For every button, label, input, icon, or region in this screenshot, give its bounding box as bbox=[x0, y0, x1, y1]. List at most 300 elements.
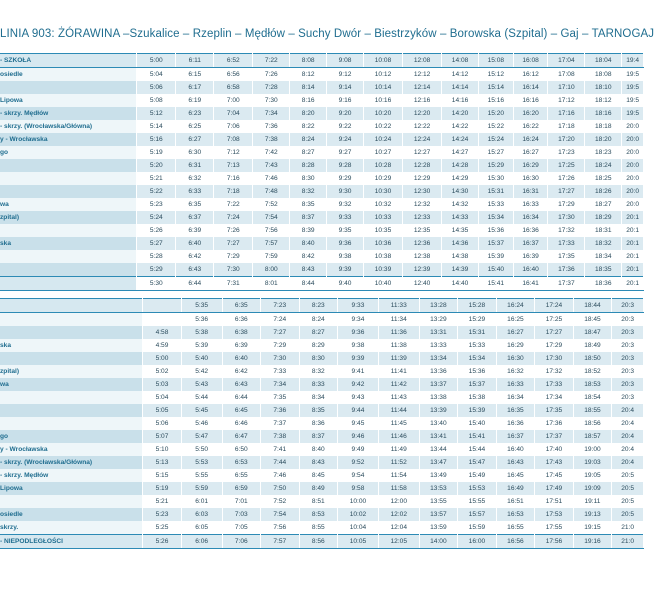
departure-time: 19:5 bbox=[622, 94, 644, 107]
departure-time: 8:08 bbox=[290, 54, 327, 68]
departure-time: 15:22 bbox=[479, 120, 514, 133]
departure-time: 8:55 bbox=[299, 521, 338, 535]
departure-time: 7:22 bbox=[253, 54, 290, 68]
stop-name: y - Wrocławska bbox=[0, 443, 143, 456]
departure-time: 8:43 bbox=[299, 456, 338, 469]
departure-time: 10:02 bbox=[338, 508, 379, 521]
departure-time: 11:39 bbox=[378, 352, 419, 365]
departure-time: 14:32 bbox=[442, 198, 479, 211]
departure-time: 7:26 bbox=[214, 224, 253, 237]
departure-time: 14:39 bbox=[442, 263, 479, 277]
departure-time: 19:15 bbox=[573, 521, 612, 535]
departure-time: 20:3 bbox=[612, 299, 644, 313]
departure-time: 8:36 bbox=[299, 417, 338, 430]
departure-time: 15:34 bbox=[479, 211, 514, 224]
departure-time: 6:40 bbox=[176, 237, 214, 250]
departure-time: 10:39 bbox=[363, 263, 402, 277]
departure-time: 6:17 bbox=[176, 81, 214, 94]
departure-time: 11:33 bbox=[378, 299, 419, 313]
departure-time: 7:27 bbox=[214, 237, 253, 250]
timetable-row bbox=[0, 313, 644, 327]
departure-time: 15:31 bbox=[458, 326, 497, 339]
departure-time: 9:49 bbox=[338, 443, 379, 456]
departure-time: 5:21 bbox=[137, 172, 176, 185]
timetable-row bbox=[0, 378, 644, 391]
departure-time: 8:24 bbox=[290, 133, 327, 146]
departure-time: 7:30 bbox=[253, 94, 290, 107]
departure-time: 7:30 bbox=[261, 352, 300, 365]
stop-name bbox=[0, 263, 137, 277]
timetable-row bbox=[0, 508, 644, 521]
departure-time: 13:49 bbox=[419, 469, 458, 482]
departure-time: 7:35 bbox=[261, 391, 300, 404]
departure-time: 18:24 bbox=[585, 159, 622, 172]
departure-time: 18:47 bbox=[573, 326, 612, 339]
timetable-row bbox=[0, 299, 644, 313]
departure-time: 18:56 bbox=[573, 417, 612, 430]
departure-time: 9:46 bbox=[338, 430, 379, 443]
departure-time: 15:38 bbox=[458, 391, 497, 404]
timetable-row bbox=[0, 224, 644, 237]
departure-time: 12:16 bbox=[403, 94, 442, 107]
departure-time: 9:27 bbox=[327, 146, 364, 159]
departure-time: 9:43 bbox=[338, 391, 379, 404]
timetable-row bbox=[0, 159, 644, 172]
departure-time bbox=[143, 299, 182, 313]
departure-time: 17:37 bbox=[535, 430, 574, 443]
departure-time: 8:56 bbox=[299, 535, 338, 549]
departure-time: 6:43 bbox=[176, 263, 214, 277]
timetable-row bbox=[0, 339, 644, 352]
departure-time: 14:30 bbox=[442, 185, 479, 198]
departure-time: 13:55 bbox=[419, 495, 458, 508]
departure-time: 12:35 bbox=[403, 224, 442, 237]
departure-time: 9:36 bbox=[338, 326, 379, 339]
departure-time: 17:51 bbox=[535, 495, 574, 508]
departure-time: 7:54 bbox=[261, 508, 300, 521]
departure-time: 20:5 bbox=[612, 495, 644, 508]
departure-time: 7:24 bbox=[214, 211, 253, 224]
departure-time: 12:27 bbox=[403, 146, 442, 159]
departure-time: 9:36 bbox=[327, 237, 364, 250]
departure-time: 20:3 bbox=[612, 339, 644, 352]
departure-time: 6:30 bbox=[176, 146, 214, 159]
departure-time: 7:52 bbox=[261, 495, 300, 508]
departure-time: 16:08 bbox=[513, 54, 548, 68]
departure-time: 7:28 bbox=[253, 81, 290, 94]
departure-time: 5:10 bbox=[143, 443, 182, 456]
departure-time: 5:55 bbox=[181, 469, 222, 482]
departure-time: 13:47 bbox=[419, 456, 458, 469]
departure-time: 9:38 bbox=[338, 339, 379, 352]
departure-time: 17:30 bbox=[548, 211, 585, 224]
timetable-row bbox=[0, 352, 644, 365]
departure-time: 18:57 bbox=[573, 430, 612, 443]
departure-time: 13:57 bbox=[419, 508, 458, 521]
departure-time: 7:59 bbox=[253, 250, 290, 263]
departure-time: 8:30 bbox=[299, 352, 338, 365]
departure-time: 5:16 bbox=[137, 133, 176, 146]
departure-time: 7:33 bbox=[261, 365, 300, 378]
departure-time: 6:11 bbox=[176, 54, 214, 68]
departure-time: 17:27 bbox=[535, 326, 574, 339]
departure-time: 5:40 bbox=[181, 352, 222, 365]
stop-name bbox=[0, 250, 137, 263]
departure-time: 18:27 bbox=[585, 198, 622, 211]
departure-time: 8:53 bbox=[299, 508, 338, 521]
departure-time: 18:55 bbox=[573, 404, 612, 417]
departure-time: 18:53 bbox=[573, 378, 612, 391]
departure-time: 17:30 bbox=[535, 352, 574, 365]
timetable-row bbox=[0, 94, 644, 107]
departure-time: 20:3 bbox=[612, 378, 644, 391]
departure-time: 8:30 bbox=[290, 172, 327, 185]
departure-time: 16:34 bbox=[496, 391, 535, 404]
departure-time: 6:32 bbox=[176, 172, 214, 185]
departure-time: 8:40 bbox=[299, 443, 338, 456]
departure-time: 17:25 bbox=[548, 159, 585, 172]
departure-time: 18:31 bbox=[585, 224, 622, 237]
departure-time: 19:5 bbox=[622, 81, 644, 94]
departure-time: 14:28 bbox=[442, 159, 479, 172]
departure-time: 9:33 bbox=[327, 211, 364, 224]
departure-time: 18:26 bbox=[585, 185, 622, 198]
departure-time: 13:44 bbox=[419, 443, 458, 456]
departure-time: 20:5 bbox=[612, 508, 644, 521]
departure-time: 20:1 bbox=[622, 277, 644, 291]
departure-time: 5:19 bbox=[137, 146, 176, 159]
departure-time: 17:36 bbox=[548, 263, 585, 277]
timetable-row bbox=[0, 81, 644, 94]
departure-time: 20:3 bbox=[612, 326, 644, 339]
departure-time: 9:14 bbox=[327, 81, 364, 94]
departure-time bbox=[143, 313, 182, 327]
timetable-row bbox=[0, 185, 644, 198]
stop-name bbox=[0, 404, 143, 417]
departure-time: 14:24 bbox=[442, 133, 479, 146]
departure-time: 6:43 bbox=[222, 378, 261, 391]
departure-time: 7:13 bbox=[214, 159, 253, 172]
departure-time: 7:48 bbox=[253, 185, 290, 198]
departure-time: 14:36 bbox=[442, 237, 479, 250]
departure-time: 17:32 bbox=[535, 365, 574, 378]
departure-time: 5:50 bbox=[181, 443, 222, 456]
departure-time: 18:25 bbox=[585, 172, 622, 185]
departure-time: 7:43 bbox=[253, 159, 290, 172]
stop-name: ska bbox=[0, 237, 137, 250]
departure-time: 17:49 bbox=[535, 482, 574, 495]
departure-time: 5:13 bbox=[143, 456, 182, 469]
departure-time: 10:40 bbox=[363, 277, 402, 291]
departure-time: 7:46 bbox=[261, 469, 300, 482]
departure-time: 11:43 bbox=[378, 391, 419, 404]
departure-time: 17:16 bbox=[548, 107, 585, 120]
timetable-row bbox=[0, 482, 644, 495]
stop-name bbox=[0, 391, 143, 404]
stop-name: osiedle bbox=[0, 68, 137, 82]
departure-time: 15:41 bbox=[458, 430, 497, 443]
departure-time: 17:33 bbox=[548, 237, 585, 250]
departure-time: 7:24 bbox=[261, 313, 300, 327]
departure-time: 9:24 bbox=[327, 133, 364, 146]
departure-time: 15:33 bbox=[479, 198, 514, 211]
departure-time: 8:32 bbox=[299, 365, 338, 378]
departure-time: 7:18 bbox=[214, 185, 253, 198]
departure-time: 7:34 bbox=[253, 107, 290, 120]
stop-name bbox=[0, 224, 137, 237]
departure-time: 10:04 bbox=[338, 521, 379, 535]
departure-time: 9:28 bbox=[327, 159, 364, 172]
departure-time: 6:01 bbox=[181, 495, 222, 508]
departure-time: 7:04 bbox=[214, 107, 253, 120]
stop-name bbox=[0, 185, 137, 198]
departure-time: 12:24 bbox=[403, 133, 442, 146]
departure-time: 16:40 bbox=[513, 263, 548, 277]
departure-time: 6:42 bbox=[176, 250, 214, 263]
departure-time: 5:14 bbox=[137, 120, 176, 133]
departure-time: 19:5 bbox=[622, 107, 644, 120]
departure-time: 15:55 bbox=[458, 495, 497, 508]
departure-time: 7:03 bbox=[222, 508, 261, 521]
timetable-row bbox=[0, 250, 644, 263]
departure-time: 14:33 bbox=[442, 211, 479, 224]
stop-name: go bbox=[0, 430, 143, 443]
departure-time: 4:59 bbox=[143, 339, 182, 352]
departure-time: 7:06 bbox=[222, 535, 261, 549]
departure-time: 18:10 bbox=[585, 81, 622, 94]
departure-time: 15:53 bbox=[458, 482, 497, 495]
departure-time: 8:34 bbox=[299, 391, 338, 404]
departure-time: 8:27 bbox=[290, 146, 327, 159]
departure-time: 14:38 bbox=[442, 250, 479, 263]
departure-time: 6:19 bbox=[176, 94, 214, 107]
departure-time: 15:47 bbox=[458, 456, 497, 469]
departure-time: 17:29 bbox=[548, 198, 585, 211]
departure-time: 16:37 bbox=[513, 237, 548, 250]
departure-time: 16:00 bbox=[458, 535, 497, 549]
departure-time: 6:33 bbox=[176, 185, 214, 198]
departure-time: 10:00 bbox=[338, 495, 379, 508]
departure-time: 16:12 bbox=[513, 68, 548, 82]
departure-time: 9:40 bbox=[327, 277, 364, 291]
departure-time: 20:1 bbox=[622, 263, 644, 277]
departure-time: 17:37 bbox=[548, 277, 585, 291]
departure-time: 18:20 bbox=[585, 133, 622, 146]
stop-name: zpital) bbox=[0, 365, 143, 378]
stop-name bbox=[0, 299, 143, 313]
departure-time: 5:47 bbox=[181, 430, 222, 443]
departure-time: 7:29 bbox=[214, 250, 253, 263]
departure-time: 15:39 bbox=[479, 250, 514, 263]
timetable-row bbox=[0, 146, 644, 159]
departure-time: 5:12 bbox=[137, 107, 176, 120]
departure-time: 8:51 bbox=[299, 495, 338, 508]
departure-time: 7:22 bbox=[214, 198, 253, 211]
departure-time: 20:3 bbox=[612, 365, 644, 378]
departure-time: 7:05 bbox=[222, 521, 261, 535]
departure-time: 9:58 bbox=[338, 482, 379, 495]
departure-time: 7:23 bbox=[261, 299, 300, 313]
departure-time: 18:44 bbox=[573, 299, 612, 313]
departure-time: 18:35 bbox=[585, 263, 622, 277]
departure-time: 9:32 bbox=[327, 198, 364, 211]
departure-time: 20:4 bbox=[612, 417, 644, 430]
departure-time: 8:45 bbox=[299, 469, 338, 482]
timetable-row bbox=[0, 521, 644, 535]
departure-time: 13:28 bbox=[419, 299, 458, 313]
departure-time: 16:30 bbox=[513, 172, 548, 185]
departure-time: 5:22 bbox=[137, 185, 176, 198]
departure-time: 13:31 bbox=[419, 326, 458, 339]
departure-time: 7:56 bbox=[261, 521, 300, 535]
timetable-row bbox=[0, 120, 644, 133]
departure-time: 10:30 bbox=[363, 185, 402, 198]
departure-time: 14:22 bbox=[442, 120, 479, 133]
departure-time: 5:06 bbox=[137, 81, 176, 94]
departure-time: 20:3 bbox=[612, 391, 644, 404]
departure-time: 15:31 bbox=[479, 185, 514, 198]
departure-time: 18:04 bbox=[585, 54, 622, 68]
departure-time: 6:52 bbox=[214, 54, 253, 68]
departure-time: 15:36 bbox=[479, 224, 514, 237]
departure-time: 5:43 bbox=[181, 378, 222, 391]
departure-time: 17:04 bbox=[548, 54, 585, 68]
departure-time: 5:04 bbox=[137, 68, 176, 82]
departure-time: 8:29 bbox=[299, 339, 338, 352]
departure-time: 7:30 bbox=[214, 263, 253, 277]
departure-time: 17:40 bbox=[535, 443, 574, 456]
departure-time: 16:43 bbox=[496, 456, 535, 469]
departure-time: 16:24 bbox=[496, 299, 535, 313]
departure-time: 10:36 bbox=[363, 237, 402, 250]
departure-time: 9:54 bbox=[338, 469, 379, 482]
departure-time: 16:34 bbox=[513, 211, 548, 224]
departure-time: 15:44 bbox=[458, 443, 497, 456]
departure-time: 5:00 bbox=[137, 54, 176, 68]
departure-time: 20:5 bbox=[612, 469, 644, 482]
departure-time: 16:36 bbox=[496, 417, 535, 430]
departure-time: 7:00 bbox=[214, 94, 253, 107]
departure-time: 20:3 bbox=[612, 352, 644, 365]
departure-time: 16:39 bbox=[513, 250, 548, 263]
timetable-row bbox=[0, 456, 644, 469]
departure-time: 9:08 bbox=[327, 54, 364, 68]
departure-time: 7:46 bbox=[253, 172, 290, 185]
timetable-outbound bbox=[0, 53, 644, 291]
departure-time: 8:39 bbox=[290, 224, 327, 237]
timetable-row bbox=[0, 326, 644, 339]
departure-time: 16:35 bbox=[496, 404, 535, 417]
departure-time: 6:25 bbox=[176, 120, 214, 133]
departure-time: 13:33 bbox=[419, 339, 458, 352]
departure-time: 5:23 bbox=[137, 198, 176, 211]
departure-time: 8:40 bbox=[290, 237, 327, 250]
departure-time: 6:44 bbox=[176, 277, 214, 291]
timetable-row bbox=[0, 430, 644, 443]
departure-time: 13:38 bbox=[419, 391, 458, 404]
departure-time: 12:04 bbox=[378, 521, 419, 535]
departure-time: 12:33 bbox=[403, 211, 442, 224]
departure-time: 5:24 bbox=[137, 211, 176, 224]
departure-time: 8:00 bbox=[253, 263, 290, 277]
departure-time: 20:1 bbox=[622, 224, 644, 237]
departure-time: 9:30 bbox=[327, 185, 364, 198]
departure-time: 10:20 bbox=[363, 107, 402, 120]
departure-time: 9:39 bbox=[338, 352, 379, 365]
departure-time: 15:41 bbox=[479, 277, 514, 291]
departure-time: 11:58 bbox=[378, 482, 419, 495]
departure-time: 16:20 bbox=[513, 107, 548, 120]
departure-time: 15:57 bbox=[458, 508, 497, 521]
departure-time: 8:12 bbox=[290, 68, 327, 82]
departure-time: 20:0 bbox=[622, 146, 644, 159]
departure-time: 10:08 bbox=[363, 54, 402, 68]
timetable-row bbox=[0, 495, 644, 508]
stop-name bbox=[0, 352, 143, 365]
departure-time: 10:29 bbox=[363, 172, 402, 185]
departure-time: 4:58 bbox=[143, 326, 182, 339]
departure-time: 7:16 bbox=[214, 172, 253, 185]
departure-time: 6:38 bbox=[222, 326, 261, 339]
departure-time: 5:26 bbox=[143, 535, 182, 549]
stop-name: go bbox=[0, 146, 137, 159]
departure-time: 8:20 bbox=[290, 107, 327, 120]
departure-time: 7:44 bbox=[261, 456, 300, 469]
departure-time: 7:37 bbox=[261, 417, 300, 430]
departure-time: 20:0 bbox=[622, 133, 644, 146]
departure-time: 17:23 bbox=[548, 146, 585, 159]
departure-time: 8:27 bbox=[299, 326, 338, 339]
departure-time: 13:39 bbox=[419, 404, 458, 417]
stop-name bbox=[0, 417, 143, 430]
departure-time: 18:34 bbox=[585, 250, 622, 263]
departure-time: 6:37 bbox=[176, 211, 214, 224]
departure-time: 10:12 bbox=[363, 68, 402, 82]
departure-time: 16:27 bbox=[496, 326, 535, 339]
departure-time: 7:06 bbox=[214, 120, 253, 133]
departure-time: 15:30 bbox=[479, 172, 514, 185]
departure-time: 6:42 bbox=[222, 365, 261, 378]
departure-time: 12:02 bbox=[378, 508, 419, 521]
departure-time: 18:08 bbox=[585, 68, 622, 82]
departure-time: 12:00 bbox=[378, 495, 419, 508]
departure-time: 6:39 bbox=[176, 224, 214, 237]
stop-name bbox=[0, 159, 137, 172]
departure-time: 19:11 bbox=[573, 495, 612, 508]
departure-time: 10:24 bbox=[363, 133, 402, 146]
timetable-row bbox=[0, 443, 644, 456]
departure-time: 6:23 bbox=[176, 107, 214, 120]
departure-time: 6:15 bbox=[176, 68, 214, 82]
departure-time: 12:14 bbox=[403, 81, 442, 94]
departure-time: 14:16 bbox=[442, 94, 479, 107]
departure-time: 6:59 bbox=[222, 482, 261, 495]
departure-time: 5:19 bbox=[143, 482, 182, 495]
departure-time: 10:33 bbox=[363, 211, 402, 224]
departure-time: 11:34 bbox=[378, 313, 419, 327]
departure-time: 18:16 bbox=[585, 107, 622, 120]
departure-time: 10:32 bbox=[363, 198, 402, 211]
departure-time: 9:16 bbox=[327, 94, 364, 107]
departure-time: 12:38 bbox=[403, 250, 442, 263]
departure-time: 7:12 bbox=[214, 146, 253, 159]
departure-time: 21:0 bbox=[612, 535, 644, 549]
departure-time: 17:24 bbox=[535, 299, 574, 313]
departure-time: 11:49 bbox=[378, 443, 419, 456]
departure-time: 13:37 bbox=[419, 378, 458, 391]
departure-time: 14:08 bbox=[442, 54, 479, 68]
departure-time: 11:44 bbox=[378, 404, 419, 417]
